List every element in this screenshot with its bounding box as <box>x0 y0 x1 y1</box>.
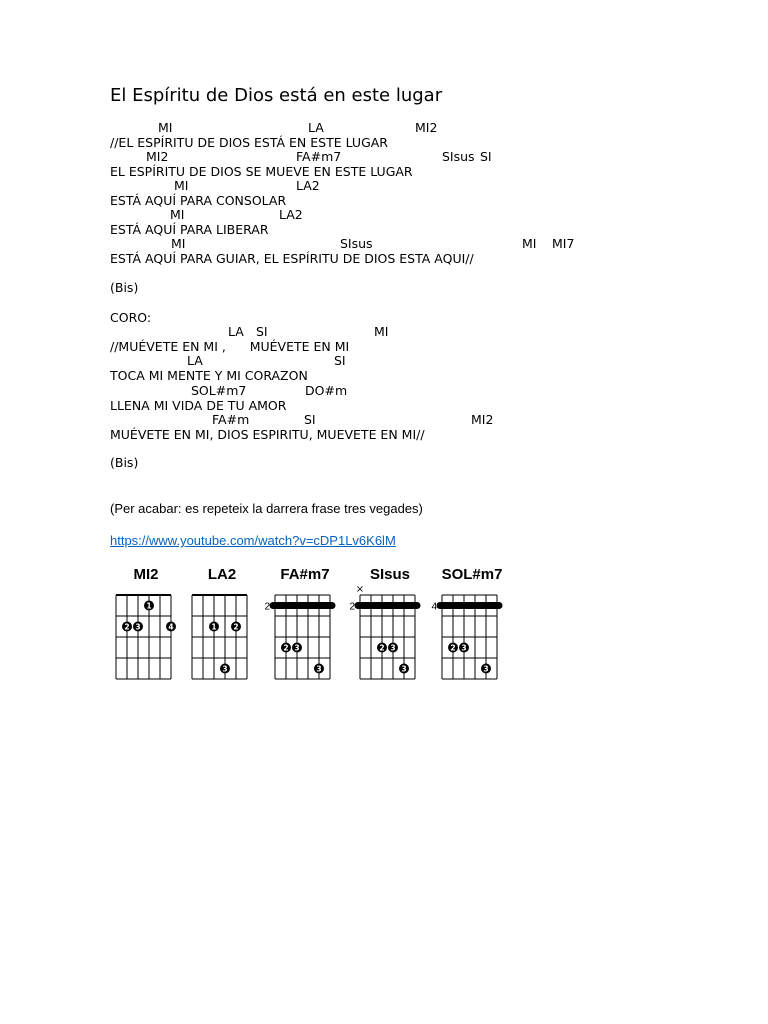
chord: MI <box>171 236 186 251</box>
chorus-heading: CORO: <box>110 310 152 325</box>
finger-number: 1 <box>146 601 152 611</box>
chord: MI2 <box>146 149 169 164</box>
chord: LA2 <box>279 207 303 222</box>
chord-diagram-grid <box>350 566 432 690</box>
chord: MI2 <box>471 412 494 427</box>
chord: LA <box>228 324 244 339</box>
finger-number: 2 <box>124 622 130 632</box>
fret-number: 2 <box>349 601 355 613</box>
chord-line <box>110 236 630 251</box>
chord-diagram-grid <box>106 566 188 690</box>
finger-number: 2 <box>283 643 289 653</box>
chord-diagram-grid <box>182 566 264 690</box>
chord: LA2 <box>296 178 320 193</box>
chord-diagram-mi2 <box>106 566 188 690</box>
chord-line <box>110 207 610 222</box>
chord-diagram-name: FA#m7 <box>280 566 330 583</box>
lyric-line: EL ESPÍRITU DE DIOS SE MUEVE EN ESTE LUGAR <box>110 164 413 179</box>
chord: SIsus <box>442 149 475 164</box>
chord: MI <box>174 178 189 193</box>
chord: MI <box>522 236 537 251</box>
finger-number: 2 <box>450 643 456 653</box>
lyric-line: ESTÁ AQUÍ PARA CONSOLAR <box>110 193 287 208</box>
chord: FA#m <box>212 412 250 427</box>
chord-diagram-fasm7 <box>265 566 347 690</box>
chord: MI <box>158 120 173 135</box>
chord: SIsus <box>340 236 373 251</box>
chord: SOL#m7 <box>191 383 247 398</box>
finger-number: 3 <box>294 643 300 653</box>
chord-line <box>110 324 610 339</box>
bis-marker: (Bis) <box>110 455 139 470</box>
lyric-line: MUÉVETE EN MI, DIOS ESPIRITU, MUEVETE EN MI// <box>110 427 425 442</box>
fret-number: 4 <box>431 601 437 613</box>
chord-diagram-name: SOL#m7 <box>441 566 503 583</box>
chord: LA <box>308 120 324 135</box>
finger-number: 3 <box>483 664 489 674</box>
chord-line <box>110 353 610 368</box>
chord-diagram-sisus <box>350 566 432 690</box>
finger-number: 2 <box>233 622 239 632</box>
chord: DO#m <box>305 383 348 398</box>
finger-number: 2 <box>379 643 385 653</box>
lyric-line: TOCA MI MENTE Y MI CORAZON <box>110 368 308 383</box>
finger-number: 3 <box>390 643 396 653</box>
muted-string-icon: × <box>355 584 365 595</box>
chord: SI <box>334 353 346 368</box>
chord: MI <box>170 207 185 222</box>
lyric-line: ESTÁ AQUÍ PARA GUIAR, EL ESPÍRITU DE DIOS ESTA AQUI// <box>110 251 474 266</box>
finger-number: 1 <box>211 622 217 632</box>
finger-number: 3 <box>461 643 467 653</box>
chord: SI <box>304 412 316 427</box>
lyric-line: //EL ESPÍRITU DE DIOS ESTÁ EN ESTE LUGAR <box>110 135 388 150</box>
chord: MI2 <box>415 120 438 135</box>
bis-marker: (Bis) <box>110 280 139 295</box>
chord-diagram-grid <box>265 566 347 690</box>
finger-number: 4 <box>168 622 174 632</box>
youtube-link[interactable]: https://www.youtube.com/watch?v=cDP1Lv6K6lM <box>110 533 396 548</box>
chord: LA <box>187 353 203 368</box>
chord-line <box>110 178 610 193</box>
chord: SI <box>256 324 268 339</box>
ending-note: (Per acabar: es repeteix la darrera frase tres vegades) <box>110 501 423 516</box>
chord-line <box>110 120 610 135</box>
fret-number: 2 <box>264 601 270 613</box>
chord-diagram-name: SIsus <box>369 566 411 583</box>
finger-number: 3 <box>135 622 141 632</box>
finger-number: 3 <box>316 664 322 674</box>
chord: FA#m7 <box>296 149 342 164</box>
chord-diagram-la2 <box>182 566 264 690</box>
chord: SI <box>480 149 492 164</box>
song-title: El Espíritu de Dios está en este lugar <box>110 85 443 106</box>
chord: MI <box>374 324 389 339</box>
lyric-line: LLENA MI VIDA DE TU AMOR <box>110 398 287 413</box>
lyric-line: //MUÉVETE EN MI , MUÉVETE EN MI <box>110 339 350 354</box>
finger-number: 3 <box>222 664 228 674</box>
chord-diagram-grid <box>432 566 514 690</box>
lyric-line: ESTÁ AQUÍ PARA LIBERAR <box>110 222 269 237</box>
chord: MI7 <box>552 236 575 251</box>
chord-line <box>110 412 610 427</box>
chord-diagram-name: LA2 <box>207 566 237 583</box>
chord-diagram-name: MI2 <box>133 566 159 583</box>
chord-line <box>110 149 610 164</box>
finger-number: 3 <box>401 664 407 674</box>
chord-diagram-solsm7 <box>432 566 514 690</box>
chord-line <box>110 383 610 398</box>
